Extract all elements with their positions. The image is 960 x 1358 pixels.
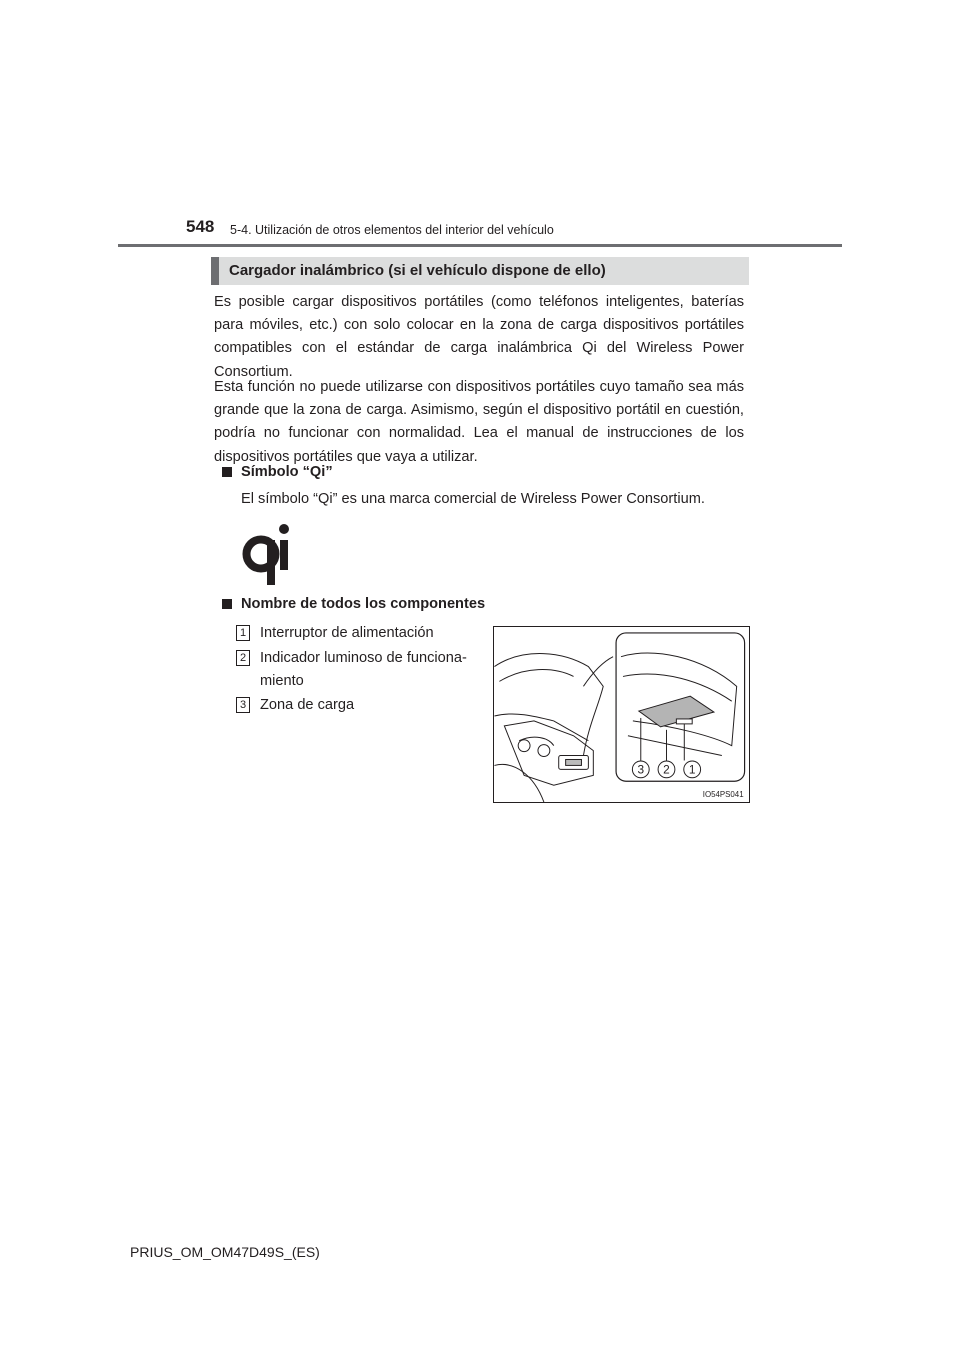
paragraph-intro: Es posible cargar dispositivos portátiles (como teléfonos inteligentes, baterías para móviles, etc.) con solo colocar en la zona de carga dispositivos portátiles compatibles con el estándar de carga inalámbrica Qi del Wireless Power Consortium. (214, 294, 744, 380)
qi-trademark-text: El símbolo “Qi” es una marca comercial de Wireless Power Consortium. (241, 491, 705, 507)
paragraph-limitations: Esta función no puede utilizarse con dispositivos portátiles cuyo tamaño sea más grande que la zona de carga. Asimismo, según el dispositivo portátil en cuestión, podría no funcionar con normalidad. Lea el manual de instrucciones de los dispositivos portátiles que vaya a utilizar. (214, 379, 744, 465)
component-label: Zona de carga (260, 697, 355, 713)
header-rule (118, 244, 842, 247)
subheading-components (222, 596, 485, 612)
chapter-title: 5-4. Utilización de otros elementos del interior del vehículo (230, 223, 554, 237)
footer-document-id: PRIUS_OM_OM47D49S_(ES) (130, 1244, 320, 1260)
figure-code: IO54PS041 (702, 790, 744, 800)
number-badge: 3 (236, 697, 250, 713)
qi-logo-icon (240, 523, 296, 585)
subheading-label: Nombre de todos los componentes (241, 596, 486, 612)
subheading-label: Símbolo “Qi” (241, 464, 333, 480)
number-badge: 1 (236, 625, 250, 641)
section-title: Cargador inalámbrico (si el vehículo dispone de ello) (229, 262, 606, 279)
subheading-qi-symbol (222, 464, 333, 480)
bullet-square-icon (222, 599, 232, 609)
callout-label: 2 (663, 762, 670, 777)
component-label-line2: miento (260, 673, 304, 689)
component-label: Interruptor de alimentación (260, 625, 434, 641)
number-badge: 2 (236, 650, 250, 666)
section-heading-bar (211, 257, 749, 285)
bullet-square-icon (222, 467, 232, 477)
callout-label: 3 (637, 762, 645, 777)
charger-illustration (493, 626, 750, 803)
component-label-line1: Indicador luminoso de funciona- (260, 650, 467, 666)
page-number: 548 (186, 217, 215, 236)
callout-label: 1 (688, 762, 696, 777)
